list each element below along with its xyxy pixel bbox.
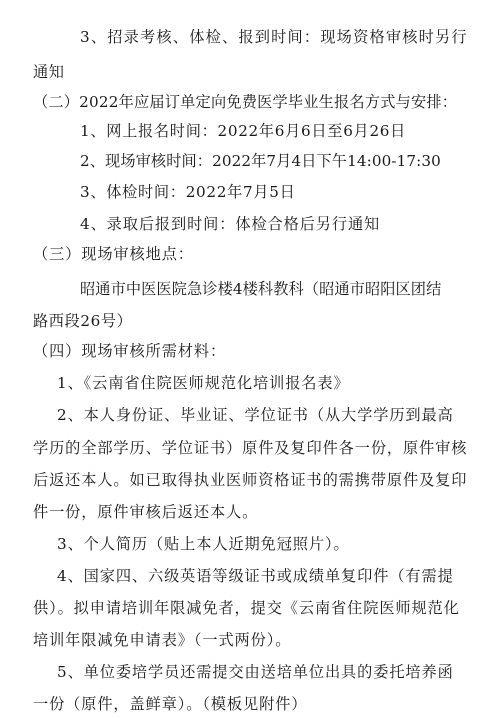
list-item: 1、网上报名时间：2022年6月6日至6月26日 (80, 122, 407, 140)
section-heading: （四）现场审核所需材料： (33, 342, 227, 360)
text-line: 一份（原件，盖鲜章）。（模板见附件） (33, 695, 308, 713)
list-item: 2、本人身份证、毕业证、学位证书（从大学学历到最高 (57, 406, 454, 424)
section-heading: （二）2022年应届订单定向免费医学毕业生报名方式与安排： (33, 93, 458, 111)
list-item: 3、体检时间：2022年7月5日 (80, 183, 296, 201)
list-item: 4、国家四、六级英语等级证书或成绩单复印件（有需提 (57, 567, 454, 585)
list-item: 5、单位委培学员还需提交由送培单位出具的委托培养函 (57, 663, 454, 681)
list-item: 3、个人简历（贴上本人近期免冠照片）。 (57, 535, 350, 553)
text-line: 学历的全部学历、学位证书）原件及复印件各一份，原件审核 (33, 439, 468, 457)
text-line: 后返还本人。如已取得执业医师资格证书的需携带原件及复印 (33, 471, 468, 489)
list-item: 2、现场审核时间：2022年7月4日下午14:00-17:30 (80, 152, 441, 170)
text-line: 通知 (33, 63, 65, 81)
text-line: 3、招录考核、体检、报到时间：现场资格审核时另行 (80, 28, 468, 46)
text-line: 昭通市中医医院急诊楼4楼科教科（昭通市昭阳区团结 (80, 280, 442, 298)
list-item: 1、《云南省住院医师规范化培训报名表》 (57, 374, 350, 392)
text-line: 件一份，原件审核后返还本人。 (33, 503, 259, 521)
section-heading: （三）现场审核地点： (33, 245, 194, 263)
list-item: 4、录取后报到时间：体检合格后另行通知 (80, 215, 381, 233)
text-line: 路西段26号） (33, 312, 133, 330)
text-line: 培训年限减免申请表》（一式两份）。 (33, 631, 292, 649)
text-line: 供）。拟申请培训年限减免者，提交《云南省住院医师规范化 (33, 599, 460, 617)
